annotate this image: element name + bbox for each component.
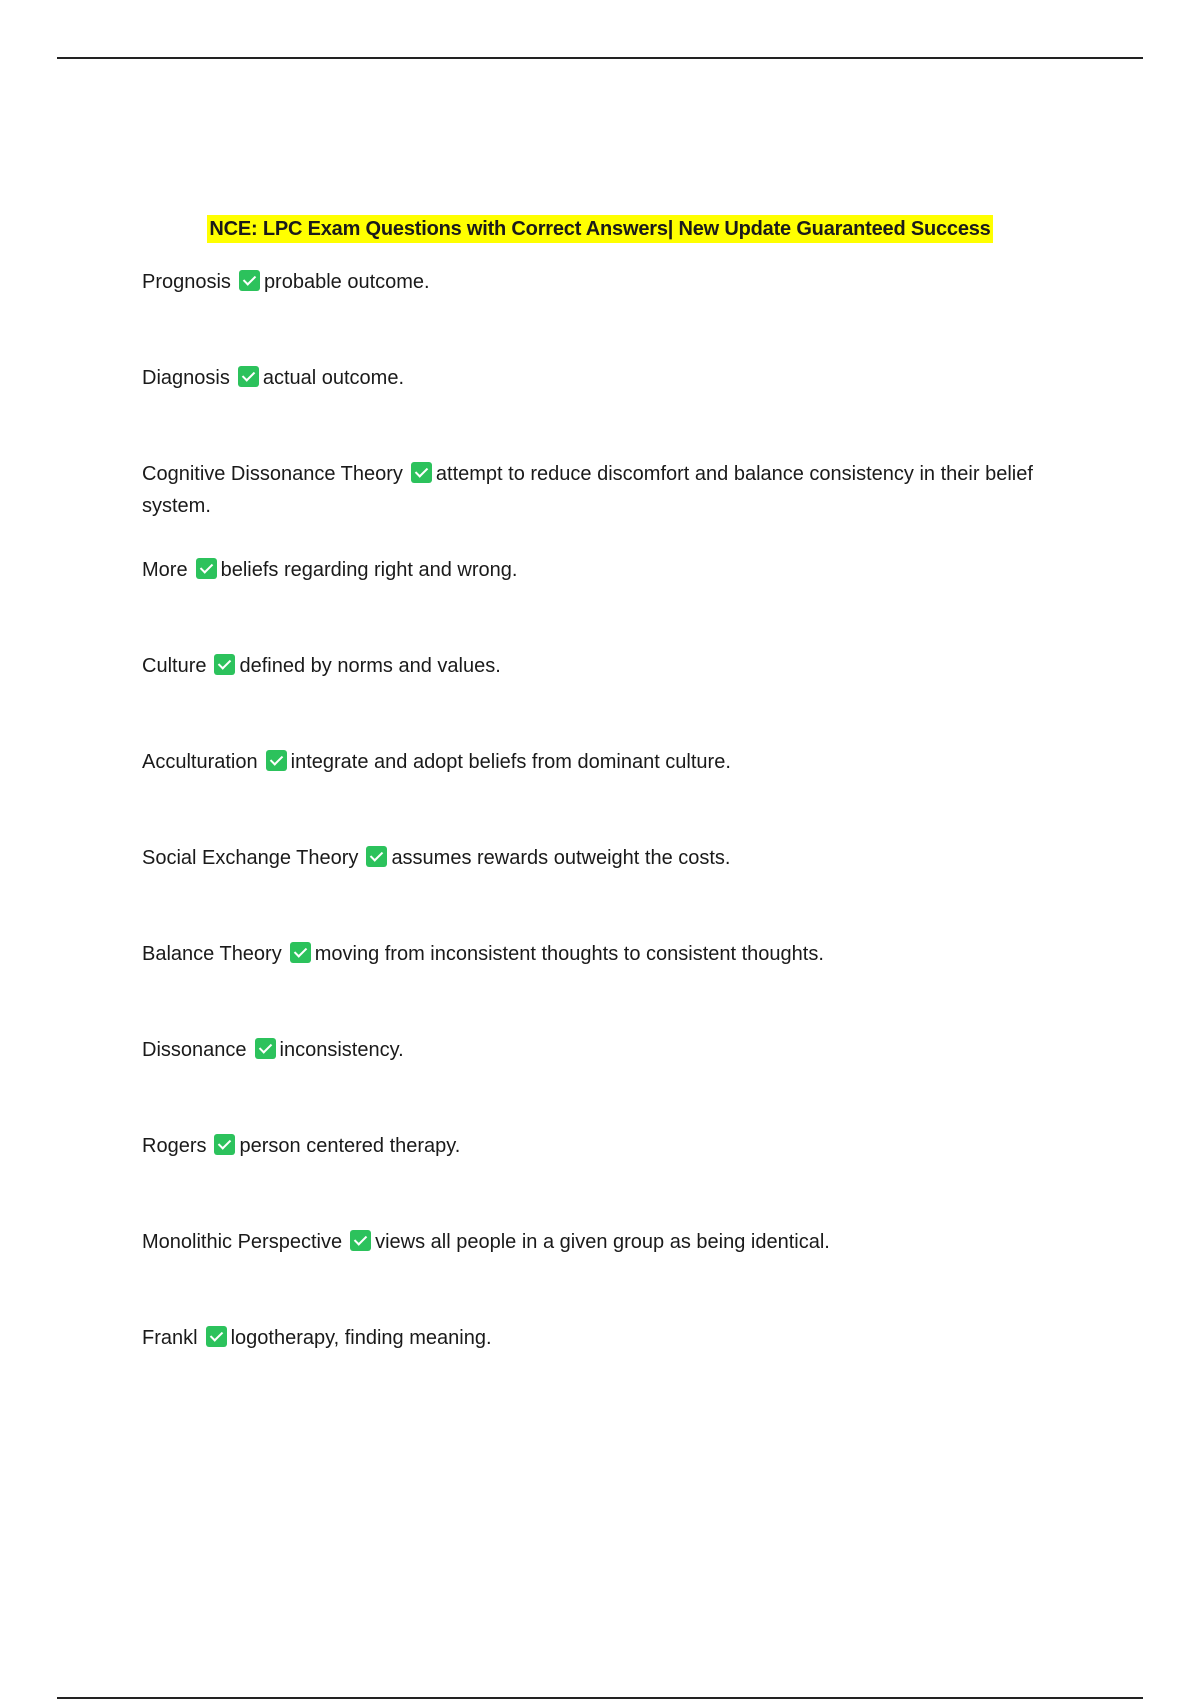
check-box-icon bbox=[366, 846, 387, 867]
page-top-rule bbox=[57, 57, 1143, 59]
qa-item bbox=[142, 1034, 1062, 1066]
qa-term: Diagnosis bbox=[142, 367, 230, 389]
qa-definition: integrate and adopt beliefs from dominant culture. bbox=[290, 751, 731, 773]
qa-definition: actual outcome. bbox=[262, 367, 405, 389]
qa-term: Dissonance bbox=[142, 1039, 247, 1061]
qa-term: Balance Theory bbox=[142, 943, 282, 965]
check-box-icon bbox=[290, 942, 311, 963]
qa-term: More bbox=[142, 559, 188, 581]
qa-item bbox=[142, 746, 1062, 778]
qa-definition: probable outcome. bbox=[263, 271, 430, 293]
qa-item bbox=[142, 1226, 1062, 1258]
check-box-icon bbox=[214, 1134, 235, 1155]
qa-item bbox=[142, 842, 1062, 874]
qa-term: Culture bbox=[142, 655, 207, 677]
qa-definition: assumes rewards outweight the costs. bbox=[391, 847, 731, 869]
check-box-icon bbox=[255, 1038, 276, 1059]
qa-item bbox=[142, 554, 1062, 586]
qa-list bbox=[142, 266, 1062, 1354]
qa-item bbox=[142, 1130, 1062, 1162]
check-box-icon bbox=[206, 1326, 227, 1347]
page-bottom-rule bbox=[57, 1697, 1143, 1699]
qa-definition: person centered therapy. bbox=[239, 1135, 461, 1157]
title-container bbox=[0, 215, 1200, 243]
qa-definition: inconsistency. bbox=[279, 1039, 404, 1061]
qa-definition: defined by norms and values. bbox=[239, 655, 501, 677]
qa-definition: moving from inconsistent thoughts to consistent thoughts. bbox=[314, 943, 824, 965]
qa-term: Cognitive Dissonance Theory bbox=[142, 463, 403, 485]
qa-term: Rogers bbox=[142, 1135, 207, 1157]
check-box-icon bbox=[411, 462, 432, 483]
check-box-icon bbox=[196, 558, 217, 579]
qa-item bbox=[142, 938, 1062, 970]
qa-term: Monolithic Perspective bbox=[142, 1231, 343, 1253]
qa-item bbox=[142, 458, 1062, 522]
qa-item bbox=[142, 362, 1062, 394]
qa-item bbox=[142, 1322, 1062, 1354]
document-title: NCE: LPC Exam Questions with Correct Answers| New Update Guaranteed Success bbox=[207, 215, 992, 243]
check-box-icon bbox=[266, 750, 287, 771]
qa-term: Acculturation bbox=[142, 751, 258, 773]
check-box-icon bbox=[214, 654, 235, 675]
qa-definition: logotherapy, finding meaning. bbox=[230, 1327, 492, 1349]
qa-item bbox=[142, 650, 1062, 682]
qa-definition: attempt to reduce discomfort and balance consistency in their belief system. bbox=[142, 463, 1033, 517]
qa-item bbox=[142, 266, 1062, 298]
qa-term: Prognosis bbox=[142, 271, 231, 293]
qa-term: Frankl bbox=[142, 1327, 198, 1349]
check-box-icon bbox=[350, 1230, 371, 1251]
qa-definition: beliefs regarding right and wrong. bbox=[220, 559, 518, 581]
check-box-icon bbox=[239, 270, 260, 291]
qa-term: Social Exchange Theory bbox=[142, 847, 359, 869]
check-box-icon bbox=[238, 366, 259, 387]
qa-definition: views all people in a given group as being identical. bbox=[375, 1231, 830, 1253]
